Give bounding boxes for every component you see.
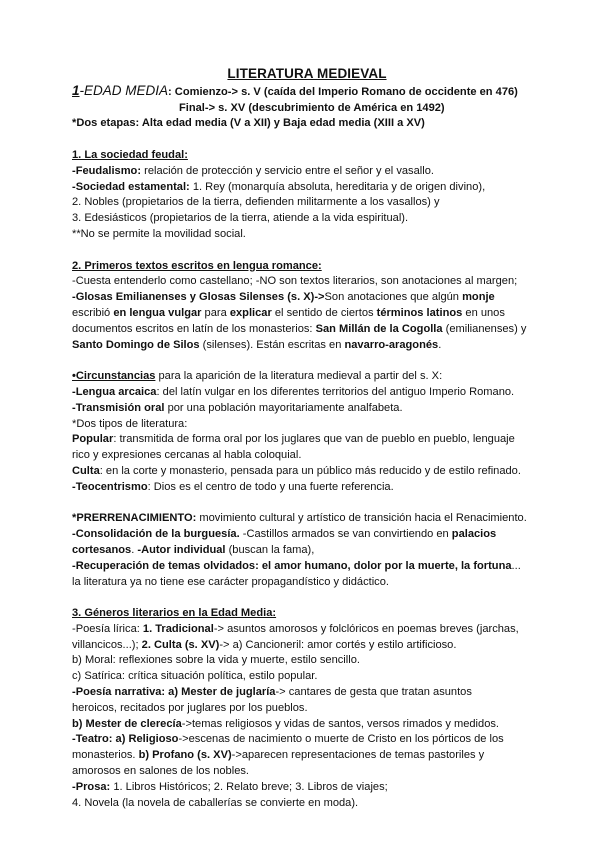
prerren-line-5: la literatura ya no tiene ese carácter propagandístico y didáctico. xyxy=(72,575,389,588)
generos-line-8: -Teatro: a) Religioso->escenas de nacimiento o muerte de Cristo en los pórticos de los xyxy=(72,733,504,746)
circ-line-8: -Teocentrismo: Dios es el centro de todo y una fuerte referencia. xyxy=(72,480,394,493)
feudal-line-3: 2. Nobles (propietarios de la tierra, defienden militarmente a los vasallos) y xyxy=(72,196,440,209)
prerren-line-3: cortesanos. -Autor individual (buscan la fama), xyxy=(72,543,315,556)
generos-line-5: -Poesía narrativa: a) Mester de juglaría-> cantares de gesta que tratan asuntos xyxy=(72,686,472,699)
generos-line-12: 4. Novela (la novela de caballerías se convierte en moda). xyxy=(72,796,359,809)
generos-line-4: c) Satírica: crítica situación política, estilo popular. xyxy=(72,670,318,683)
textos-line-4: documentos escritos en latín de los monasterios: San Millán de la Cogolla (emilianenses) y xyxy=(72,322,527,335)
feudal-line-1: -Feudalismo: relación de protección y servicio entre el señor y el vasallo. xyxy=(72,164,434,177)
circ-line-4: *Dos tipos de literatura: xyxy=(72,417,188,430)
intro-line-1: 1-EDAD MEDIA: Comienzo-> s. V (caída del Imperio Romano de occidente en 476) xyxy=(72,82,518,98)
feudal-line-2: -Sociedad estamental: 1. Rey (monarquía absoluta, hereditaria y de origen divino), xyxy=(72,180,486,193)
intro-line-2: Final-> s. XV (descubrimiento de América en 1492) xyxy=(179,101,445,114)
textos-line-5: Santo Domingo de Silos (silenses). Están escritas en navarro-aragonés. xyxy=(72,338,442,351)
generos-line-9: monasterios. b) Profano (s. XV)->aparecen representaciones de temas pastoriles y xyxy=(72,749,485,762)
intro-line-3: *Dos etapas: Alta edad media (V a XII) y Baja edad media (XIII a XV) xyxy=(72,117,425,130)
intro-label: -EDAD MEDIA xyxy=(79,82,169,98)
textos-line-2: -Glosas Emilianenses y Glosas Silenses (s. X)->Son anotaciones que algún monje xyxy=(72,291,495,304)
generos-line-11: -Prosa: 1. Libros Históricos; 2. Relato breve; 3. Libros de viajes; xyxy=(72,780,388,793)
generos-line-3: b) Moral: reflexiones sobre la vida y muerte, estilo sencillo. xyxy=(72,654,360,667)
generos-line-1: -Poesía lírica: 1. Tradicional-> asuntos amorosos y folclóricos en poemas breves (jarchas, xyxy=(72,622,519,635)
section-heading-generos: 3. Géneros literarios en la Edad Media: xyxy=(72,607,277,620)
textos-line-3: escribió en lengua vulgar para explicar el sentido de ciertos términos latinos en unos xyxy=(72,306,505,319)
intro-number: 1 xyxy=(72,82,80,98)
section-heading-textos: 2. Primeros textos escritos en lengua romance: xyxy=(72,259,322,272)
circ-line-6: rico y expresiones cercanas al habla coloquial. xyxy=(72,449,302,462)
feudal-line-4: 3. Edesiásticos (propietarios de la tierra, atiende a la vida espiritual). xyxy=(72,212,409,225)
section-heading-feudal: 1. La sociedad feudal: xyxy=(72,148,188,161)
generos-line-7: b) Mester de clerecía->temas religiosos y vidas de santos, versos rimados y medidos. xyxy=(72,717,499,730)
prerren-line-1: *PRERRENACIMIENTO: movimiento cultural y artístico de transición hacia el Renacimiento. xyxy=(72,512,527,525)
circ-line-3: -Transmisión oral por una población mayoritariamente analfabeta. xyxy=(72,401,403,414)
circ-line-7: Culta: en la corte y monasterio, pensada para un público más reducido y de estilo refinado. xyxy=(72,464,521,477)
prerren-line-4: -Recuperación de temas olvidados: el amor humano, dolor por la muerte, la fortuna... xyxy=(72,559,521,572)
generos-line-2: villancicos...); 2. Culta (s. XV)-> a) Cancioneril: amor cortés y estilo artificioso. xyxy=(72,638,457,651)
circ-line-1: •Circunstancias para la aparición de la literatura medieval a partir del s. X: xyxy=(72,370,443,383)
generos-line-6: heroicos, recitados por juglares por los pueblos. xyxy=(72,701,308,714)
prerren-line-2: -Consolidación de la burguesía. -Castillos armados se van convirtiendo en palacios xyxy=(72,528,497,541)
page-title: LITERATURA MEDIEVAL xyxy=(227,66,387,81)
circ-line-2: -Lengua arcaica: del latín vulgar en los diferentes territorios del antiguo Imperio Romano. xyxy=(72,385,515,398)
document-page xyxy=(72,66,542,811)
circ-line-5: Popular: transmitida de forma oral por los juglares que van de pueblo en pueblo, lenguaje xyxy=(72,433,515,446)
generos-line-10: amorosos en salones de los nobles. xyxy=(72,765,249,778)
feudal-line-5: **No se permite la movilidad social. xyxy=(72,227,246,240)
textos-line-1: -Cuesta entenderlo como castellano; -NO son textos literarios, son anotaciones al margen; xyxy=(72,275,518,288)
